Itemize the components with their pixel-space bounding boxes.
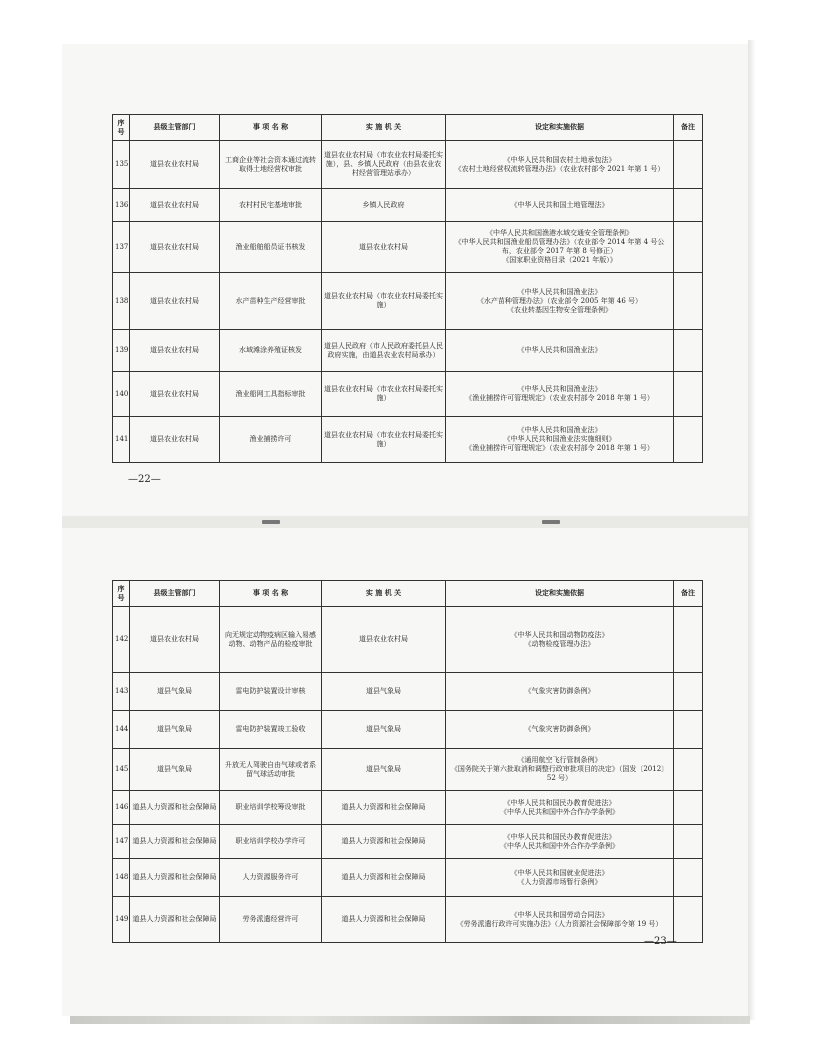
- row-agency: 道县气象局: [322, 749, 446, 791]
- row-dept: 道县农业农村局: [130, 273, 220, 330]
- row-item: 劳务派遣经营许可: [220, 897, 322, 943]
- table-row: [113, 825, 703, 859]
- row-no: 147: [113, 825, 130, 859]
- row-basis: 《中华人民共和国渔业法》 《中华人民共和国渔业法实施细则》 《渔业捕捞许可管理规定》（农业农村部令 2018 年第 1 号）: [446, 417, 674, 463]
- page-number: —22—: [128, 474, 161, 485]
- row-agency: 道县农业农村局（市农业农村局委托实施）: [322, 372, 446, 417]
- header-dept: 县级主管部门: [130, 115, 220, 141]
- table-row: [113, 141, 703, 189]
- row-agency: 道县人力资源和社会保障局: [322, 825, 446, 859]
- header-agency: 实 施 机 关: [322, 115, 446, 141]
- row-no: 144: [113, 711, 130, 749]
- row-note: [674, 417, 703, 463]
- row-no: 135: [113, 141, 130, 189]
- row-note: [674, 859, 703, 897]
- approval-table-page-22: [112, 114, 703, 463]
- row-dept: 道县农业农村局: [130, 607, 220, 673]
- row-item: 雷电防护装置竣工验收: [220, 711, 322, 749]
- row-agency: 乡镇人民政府: [322, 189, 446, 222]
- row-basis: 《中华人民共和国土地管理法》: [446, 189, 674, 222]
- row-note: [674, 607, 703, 673]
- row-dept: 道县农业农村局: [130, 372, 220, 417]
- row-item: 人力资源服务许可: [220, 859, 322, 897]
- staple-mark: [262, 520, 280, 524]
- row-no: 139: [113, 330, 130, 372]
- row-no: 138: [113, 273, 130, 330]
- bottom-edge: [70, 1016, 750, 1024]
- row-agency: 道县人民政府（市人民政府委托县人民政府实施，由道县农业农村局承办）: [322, 330, 446, 372]
- row-dept: 道县农业农村局: [130, 222, 220, 273]
- header-basis: 设定和实施依据: [446, 581, 674, 607]
- row-item: 雷电防护装置设计审核: [220, 673, 322, 711]
- staple-mark: [542, 520, 560, 524]
- row-no: 137: [113, 222, 130, 273]
- row-dept: 道县气象局: [130, 673, 220, 711]
- row-basis: 《中华人民共和国渔业法》 《渔业捕捞许可管理规定》（农业农村部令 2018 年第 1 号）: [446, 372, 674, 417]
- row-basis: 《气象灾害防御条例》: [446, 673, 674, 711]
- row-agency: 道县气象局: [322, 711, 446, 749]
- row-note: [674, 273, 703, 330]
- row-dept: 道县气象局: [130, 711, 220, 749]
- table-row: [113, 189, 703, 222]
- row-note: [674, 749, 703, 791]
- row-item: 水域滩涂养殖证核发: [220, 330, 322, 372]
- row-no: 145: [113, 749, 130, 791]
- header-note: 备注: [674, 581, 703, 607]
- row-agency: 道县农业农村局（市农业农村局委托实施）: [322, 417, 446, 463]
- row-no: 136: [113, 189, 130, 222]
- row-basis: 《中华人民共和国渔业法》 《水产苗种管理办法》（农业部令 2005 年第 46 号） 《农业转基因生物安全管理条例》: [446, 273, 674, 330]
- header-no: 序号: [113, 581, 130, 607]
- row-agency: 道县人力资源和社会保障局: [322, 859, 446, 897]
- approval-table-page-23: [112, 580, 703, 943]
- row-note: [674, 372, 703, 417]
- row-item: 渔业船舶船员证书核发: [220, 222, 322, 273]
- row-basis: 《中华人民共和国农村土地承包法》 《农村土地经营权流转管理办法》（农业农村部令 2021 年第 1 号）: [446, 141, 674, 189]
- row-basis: 《中华人民共和国渔港水域交通安全管理条例》 《中华人民共和国渔业船员管理办法》（农业部令 2014 年第 4 号公布，农业部令 2017 年第 8 号修正） 《国家职业资格目录（2021 年版）》: [446, 222, 674, 273]
- row-agency: 道县农业农村局（市农业农村局委托实施），县、乡镇人民政府（由县农业农村经营管理站承办）: [322, 141, 446, 189]
- row-note: [674, 791, 703, 825]
- row-dept: 道县人力资源和社会保障局: [130, 897, 220, 943]
- row-dept: 道县人力资源和社会保障局: [130, 859, 220, 897]
- row-basis: 《中华人民共和国渔业法》: [446, 330, 674, 372]
- row-item: 工商企业等社会资本通过流转取得土地经营权审批: [220, 141, 322, 189]
- row-item: 渔业船网工具指标审批: [220, 372, 322, 417]
- header-agency: 实 施 机 关: [322, 581, 446, 607]
- row-basis: 《中华人民共和国动物防疫法》 《动物检疫管理办法》: [446, 607, 674, 673]
- table-row: [113, 673, 703, 711]
- row-no: 148: [113, 859, 130, 897]
- row-note: [674, 711, 703, 749]
- row-dept: 道县农业农村局: [130, 330, 220, 372]
- row-item: 向无规定动物疫病区输入易感动物、动物产品的检疫审批: [220, 607, 322, 673]
- table-row: [113, 222, 703, 273]
- row-item: 职业培训学校办学许可: [220, 825, 322, 859]
- row-note: [674, 222, 703, 273]
- row-agency: 道县农业农村局: [322, 607, 446, 673]
- table-row: [113, 749, 703, 791]
- row-agency: 道县气象局: [322, 673, 446, 711]
- row-note: [674, 673, 703, 711]
- table-row: [113, 273, 703, 330]
- row-no: 140: [113, 372, 130, 417]
- table-row: [113, 372, 703, 417]
- row-no: 141: [113, 417, 130, 463]
- row-no: 146: [113, 791, 130, 825]
- row-basis: 《中华人民共和国就业促进法》 《人力资源市场暂行条例》: [446, 859, 674, 897]
- page-gap: [62, 516, 752, 528]
- row-item: 升放无人驾驶自由气球或者系留气球活动审批: [220, 749, 322, 791]
- row-dept: 道县气象局: [130, 749, 220, 791]
- table-header-row: [113, 581, 703, 607]
- row-note: [674, 330, 703, 372]
- table-row: [113, 607, 703, 673]
- row-no: 149: [113, 897, 130, 943]
- row-dept: 道县农业农村局: [130, 417, 220, 463]
- header-note: 备注: [674, 115, 703, 141]
- row-agency: 道县农业农村局（市农业农村局委托实施）: [322, 273, 446, 330]
- row-note: [674, 141, 703, 189]
- paper-shadow: [748, 40, 756, 1020]
- row-dept: 道县农业农村局: [130, 189, 220, 222]
- row-agency: 道县人力资源和社会保障局: [322, 897, 446, 943]
- table-row: [113, 791, 703, 825]
- row-dept: 道县人力资源和社会保障局: [130, 791, 220, 825]
- row-dept: 道县农业农村局: [130, 141, 220, 189]
- table-row: [113, 897, 703, 943]
- row-basis: 《气象灾害防御条例》: [446, 711, 674, 749]
- row-no: 143: [113, 673, 130, 711]
- header-dept: 县级主管部门: [130, 581, 220, 607]
- row-basis: 《中华人民共和国民办教育促进法》 《中华人民共和国中外合作办学条例》: [446, 825, 674, 859]
- row-note: [674, 189, 703, 222]
- header-item: 事 项 名 称: [220, 581, 322, 607]
- row-no: 142: [113, 607, 130, 673]
- row-dept: 道县人力资源和社会保障局: [130, 825, 220, 859]
- row-item: 农村村民宅基地审批: [220, 189, 322, 222]
- row-note: [674, 897, 703, 943]
- header-no: 序号: [113, 115, 130, 141]
- table-row: [113, 859, 703, 897]
- row-basis: 《通用航空飞行管制条例》 《国务院关于第六批取消和调整行政审批项目的决定》（国发〔2012〕52 号）: [446, 749, 674, 791]
- row-item: 渔业捕捞许可: [220, 417, 322, 463]
- header-item: 事 项 名 称: [220, 115, 322, 141]
- table-row: [113, 417, 703, 463]
- row-agency: 道县农业农村局: [322, 222, 446, 273]
- row-item: 水产苗种生产经营审批: [220, 273, 322, 330]
- table-row: [113, 330, 703, 372]
- row-item: 职业培训学校筹设审批: [220, 791, 322, 825]
- table-row: [113, 711, 703, 749]
- table-header-row: [113, 115, 703, 141]
- row-note: [674, 825, 703, 859]
- row-agency: 道县人力资源和社会保障局: [322, 791, 446, 825]
- page-number: —23—: [644, 936, 677, 947]
- row-basis: 《中华人民共和国劳动合同法》 《劳务派遣行政许可实施办法》（人力资源社会保障部令第 19 号）: [446, 897, 674, 943]
- header-basis: 设定和实施依据: [446, 115, 674, 141]
- row-basis: 《中华人民共和国民办教育促进法》 《中华人民共和国中外合作办学条例》: [446, 791, 674, 825]
